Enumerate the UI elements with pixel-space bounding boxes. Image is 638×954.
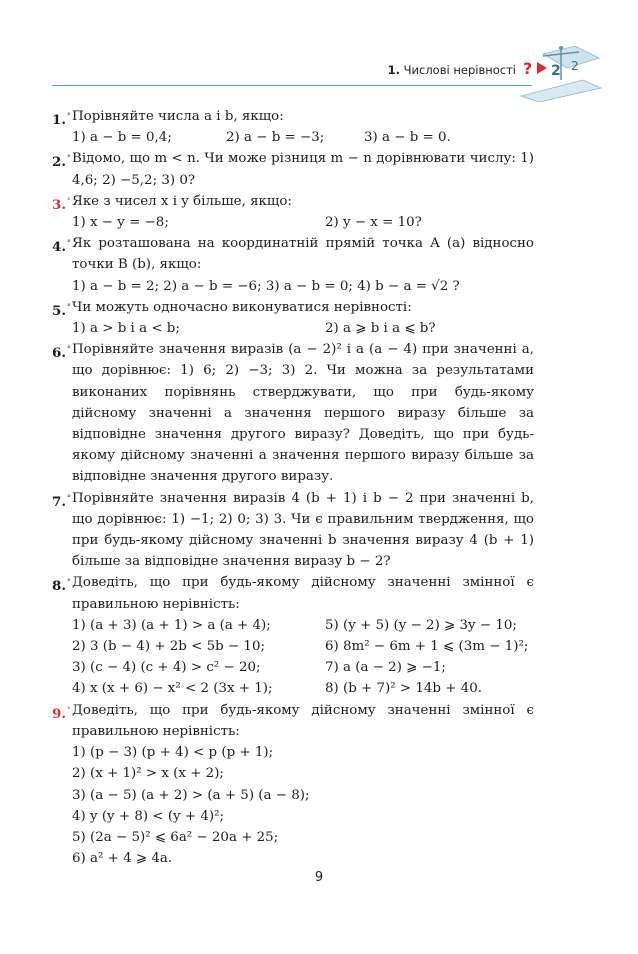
option: 1) (a + 3) (a + 1) > a (a + 4); xyxy=(72,617,271,633)
exercise-text: Чи можуть одночасно виконуватися нерівності: xyxy=(72,299,412,315)
exercise-7 xyxy=(52,488,534,573)
exercise-item: 4) y (y + 8) < (y + 4)²; xyxy=(72,808,224,824)
exercise-text: Як розташована на координатній прямій точка A (a) відносно точки B (b), якщо: xyxy=(72,236,534,273)
exercise-options xyxy=(72,212,534,233)
option: 2) y − x = 10? xyxy=(325,215,422,231)
exercise-item: 2) (x + 1)² > x (x + 2); xyxy=(72,766,224,782)
page-number: 9 xyxy=(314,870,324,885)
option: 7) a (a − 2) ⩾ −1; xyxy=(325,660,446,676)
exercise-number: 8.° xyxy=(52,578,71,595)
option: 2) 3 (b − 4) + 2b < 5b − 10; xyxy=(72,639,265,655)
exercise-6 xyxy=(52,339,534,487)
section-number: 1. xyxy=(387,63,400,77)
exercise-list xyxy=(52,106,534,869)
exercise-text: Яке з чисел x і y більше, якщо: xyxy=(72,193,292,209)
exercise-number: 4.° xyxy=(52,239,71,256)
option: 5) (y + 5) (y − 2) ⩾ 3y − 10; xyxy=(325,617,517,633)
exercise-number: 1.° xyxy=(52,112,71,128)
option: 1) a > b і a < b; xyxy=(72,321,180,337)
option: 1) a − b = 0,4; xyxy=(72,130,172,146)
option: 4) x (x + 6) − x² < 2 (3x + 1); xyxy=(72,681,273,697)
exercise-8 xyxy=(52,572,534,699)
exercise-item: 6) a² + 4 ⩾ 4a. xyxy=(72,851,173,867)
section-title: Числові нерівності xyxy=(403,63,516,77)
exercise-text: Доведіть, що при будь-якому дійсному значенні змінної є правильною нерівність: xyxy=(72,702,534,739)
exercise-item: 5) (2a − 5)² ⩽ 6a² − 20a + 25; xyxy=(72,829,279,845)
exercise-9 xyxy=(52,700,534,870)
exercise-options xyxy=(72,615,534,636)
exercise-options xyxy=(72,127,534,148)
exercise-text: Відомо, що m < n. Чи може різниця m − n дорівнювати числу: 1) 4,6; 2) −5,2; 3) 0? xyxy=(72,151,534,188)
option: 8) (b + 7)² > 14b + 40. xyxy=(325,681,483,697)
exercise-options xyxy=(72,318,534,339)
exercise-text: Порівняйте числа a і b, якщо: xyxy=(72,109,284,124)
exercise-number: 9.° xyxy=(52,705,71,722)
exercise-4 xyxy=(52,233,534,297)
exercise-3 xyxy=(52,191,534,233)
exercise-number: 3.° xyxy=(52,196,71,213)
exercise-2 xyxy=(52,148,534,190)
exercise-text: Доведіть, що при будь-якому дійсному значенні змінної є правильною нерівність: xyxy=(72,575,534,612)
exercise-options xyxy=(72,657,534,678)
option: 3) a − b = 0. xyxy=(364,130,451,146)
exercise-number: 7.° xyxy=(52,493,71,510)
exercise-options xyxy=(72,678,534,699)
option: 2) a ⩾ b і a ⩽ b? xyxy=(325,321,436,337)
page-header xyxy=(0,0,638,100)
svg-text:2: 2 xyxy=(551,63,561,79)
option: 3) (c − 4) (c + 4) > c² − 20; xyxy=(72,660,261,676)
header-rule xyxy=(52,85,532,86)
exercise-item: 3) (a − 5) (a + 2) > (a + 5) (a − 8); xyxy=(72,787,310,803)
exercise-number: 5.° xyxy=(52,302,71,319)
option: 6) 8m² − 6m + 1 ⩽ (3m − 1)²; xyxy=(325,639,529,655)
option: 2) a − b = −3; xyxy=(226,130,325,146)
exercise-number: 6.° xyxy=(52,345,71,362)
option: 1) x − y = −8; xyxy=(72,215,169,231)
scales-logo-icon xyxy=(513,40,605,102)
exercise-options xyxy=(72,636,534,657)
running-head xyxy=(388,63,516,77)
exercise-1 xyxy=(52,106,534,148)
exercise-text: Порівняйте значення виразів (a − 2)² і a (a − 4) при значенні a, що дорівнює: 1) 6; 2) −3; 3) 2. Чи можна за результатами виконаних порівнянь стверджувати, що при будь-якому дійсному значенні a значення першого виразу більше за відповідне значення другого виразу? Доведіть, що при будь-якому дійсному значенні a значення першого виразу більше за відповідне значення другого виразу. xyxy=(72,342,534,485)
svg-text:?: ? xyxy=(523,59,533,78)
exercise-5 xyxy=(52,297,534,339)
exercise-number: 2.° xyxy=(52,154,71,171)
svg-text:2: 2 xyxy=(571,59,579,73)
exercise-options: 1) a − b = 2; 2) a − b = −6; 3) a − b = 0; 4) b − a = √2 ? xyxy=(72,278,460,294)
exercise-item: 1) (p − 3) (p + 4) < p (p + 1); xyxy=(72,745,274,761)
exercise-text: Порівняйте значення виразів 4 (b + 1) і b − 2 при значенні b, що дорівнює: 1) −1; 2) 0; 3) 3. Чи є правильним твердження, що при будь-якому дійсному значенні b значення виразу 4 (b + 1) більше за відповідне значення виразу b − 2? xyxy=(72,490,534,570)
